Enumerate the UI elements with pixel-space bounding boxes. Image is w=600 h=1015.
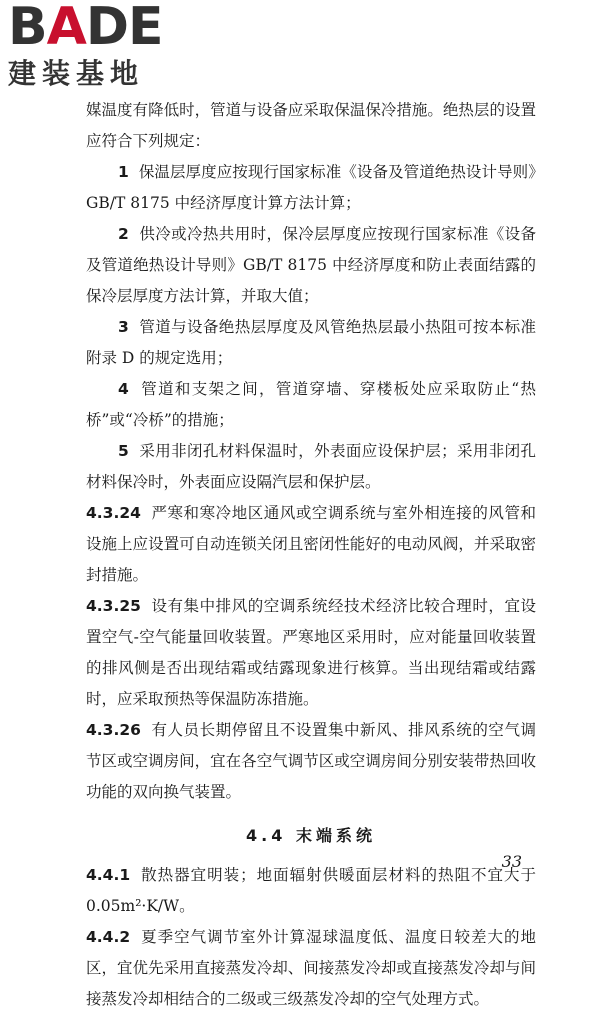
clause-paragraph: 4.3.26 有人员长期停留且不设置集中新风、排风系统的空气调节区或空调房间，宜在各空气调节区或空调房间分别安装带热回收功能的双向换气装置。	[86, 721, 536, 801]
page-number: 33	[501, 852, 522, 871]
clause-paragraph: 4.4.1 散热器宜明装；地面辐射供暖面层材料的热阻不宜大于0.05m²·K/W。	[86, 866, 536, 915]
clause-paragraph: 4.4.2 夏季空气调节室外计算湿球温度低、温度日较差大的地区，宜优先采用直接蒸发冷却、间接蒸发冷却或直接蒸发冷却与间接蒸发冷却相结合的二级或三级蒸发冷却的空气处理方式。	[86, 928, 536, 1008]
section-heading: 4.4 末端系统	[246, 826, 376, 845]
clause-number: 4.4.2	[86, 928, 131, 946]
list-item: 1 保温层厚度应按现行国家标准《设备及管道绝热设计导则》GB/T 8175 中经济厚度计算方法计算；	[86, 163, 536, 212]
intro-paragraph: 媒温度有降低时，管道与设备应采取保温保冷措施。绝热层的设置应符合下列规定：	[86, 101, 536, 150]
clause-number: 4.4.1	[86, 866, 131, 884]
bade-logo	[8, 2, 188, 94]
clause-paragraph: 4.3.24 严寒和寒冷地区通风或空调系统与室外相连接的风管和设施上应设置可自动连锁关闭且密闭性能好的电动风阀，并采取密封措施。	[86, 504, 536, 584]
clause-number: 4.3.24	[86, 504, 141, 522]
logo-subtitle: 建装基地	[8, 57, 145, 90]
list-item: 3 管道与设备绝热层厚度及风管绝热层最小热阻可按本标准附录 D 的规定选用；	[86, 318, 536, 367]
logo-wordmark: BADE	[8, 0, 163, 57]
list-item: 5 采用非闭孔材料保温时，外表面应设保护层；采用非闭孔材料保冷时，外表面应设隔汽层和保护层。	[86, 442, 536, 491]
clause-number: 4.3.26	[86, 721, 141, 739]
list-item: 2 供冷或冷热共用时，保冷层厚度应按现行国家标准《设备及管道绝热设计导则》GB/T 8175 中经济厚度和防止表面结露的保冷层厚度方法计算，并取大值；	[86, 225, 536, 305]
clause-number: 4.3.25	[86, 597, 141, 615]
list-item: 4 管道和支架之间，管道穿墙、穿楼板处应采取防止“热桥”或“冷桥”的措施；	[86, 380, 536, 429]
document-body	[86, 95, 536, 1015]
items-list	[86, 157, 536, 498]
clause-paragraph: 4.3.25 设有集中排风的空调系统经技术经济比较合理时，宜设置空气-空气能量回收装置。严寒地区采用时，应对能量回收装置的排风侧是否出现结霜或结露现象进行核算。当出现结霜或结露时，应采取预热等保温防冻措施。	[86, 597, 536, 708]
